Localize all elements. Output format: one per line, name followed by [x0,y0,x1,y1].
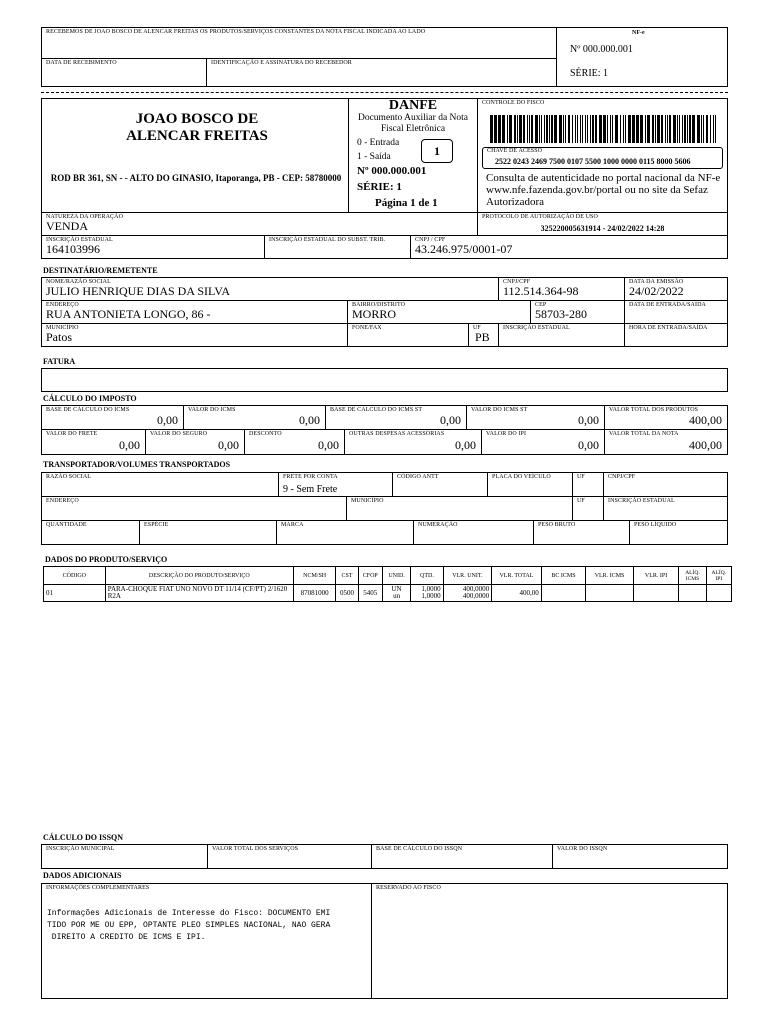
imp-total-nota-box [604,429,728,455]
imp-ipi: 0,00 [578,438,599,452]
item-unit [443,585,492,602]
issqn-base-label: BASE DE CÁLCULO DO ISSQN [376,846,463,852]
transp-municipio-label: MUNICÍPIO [351,498,384,504]
dest-municipio-box [41,323,348,347]
controle-label: CONTROLE DO FISCO [482,100,545,106]
imp-frete-box [41,429,146,455]
transportador-title: TRANSPORTADOR/VOLUMES TRANSPORTADOS [43,460,231,469]
transp-uf2-label: UF [577,498,585,504]
col-header: QTD. [411,567,443,585]
transp-peso-bruto-box [533,520,630,545]
dest-municipio: Patos [46,330,73,344]
canhoto-identificacao [206,58,557,87]
danfe-box [348,98,478,213]
consulta-text: Consulta de autenticidade no portal nacional da NF-e www.nfe.fazenda.gov.br/portal ou no site da Sefaz Autorizadora [486,172,721,208]
transp-marca-box [276,520,414,545]
canhoto-data-recebimento [41,58,207,87]
dest-hora-label: HORA DE ENTRADA/SAÍDA [629,325,708,331]
reservado-fisco-box [371,883,728,999]
dest-endereco-box [41,300,348,324]
produtos-title: DADOS DO PRODUTO/SERVIÇO [45,555,168,564]
fatura-box [41,368,728,392]
imp-ipi-label: VALOR DO IPI [486,431,527,437]
imp-valor-st-box [466,405,605,430]
imp-total-nota: 400,00 [689,438,722,452]
col-header: VLR. ICMS [586,567,634,585]
item-bc-icms [541,585,586,602]
imp-seguro-label: VALOR DO SEGURO [150,431,208,437]
imp-base-st-box [325,405,467,430]
info-complementares-text [47,908,330,944]
dest-cep: 58703-280 [535,307,587,321]
canhoto-data-label: DATA DE RECEBIMENTO [46,60,117,66]
item-total: 400,00 [492,585,542,602]
danfe-tipo: 1 [434,144,440,158]
item-qtd [411,585,443,602]
transp-ie-box [603,496,728,521]
protocolo-value: 325220005631914 - 24/02/2022 14:28 [540,224,665,233]
imp-desconto: 0,00 [318,438,339,452]
transp-numeracao-box [413,520,534,545]
imp-base-st-label: BASE DE CÁLCULO DO ICMS ST [330,407,423,413]
chave-label: CHAVE DE ACESSO [487,148,543,154]
col-header: VLR. TOTAL [492,567,542,585]
issqn-im-label: INSCRIÇÃO MUNICIPAL [46,846,115,852]
issqn-total-box [207,844,372,869]
item-aliq-ipi [706,585,731,602]
item-aliq-icms [679,585,706,602]
canhoto-identificacao-label: IDENTIFICAÇÃO E ASSINATURA DO RECEBEDOR [211,60,352,66]
dest-ie-label: INSCRIÇÃO ESTADUAL [503,325,570,331]
imp-valor-st: 0,00 [578,413,599,427]
item-unit-2: 400,0000 [462,592,490,600]
item-vlr-ipi [633,585,679,602]
col-header: CST [336,567,358,585]
imp-total-produtos-label: VALOR TOTAL DOS PRODUTOS [609,407,699,413]
imp-desconto-box [244,429,345,455]
imp-seguro: 0,00 [218,438,239,452]
emitente-nome: JOAO BOSCO DE ALENCAR FREITAS [126,111,268,144]
dest-hora-box [624,323,728,347]
info-complementares-label: INFORMAÇÕES COMPLEMENTARES [46,885,150,891]
dest-endereco-label: ENDEREÇO [46,302,79,308]
canhoto-nfe-box [556,27,728,87]
transp-endereco-box [41,496,347,521]
transp-uf-label: UF [577,474,585,480]
dest-fone-box [347,323,469,347]
fatura-title: FATURA [43,357,76,366]
dest-bairro-label: BAIRRO/DISTRITO [352,302,406,308]
cnpj-label: CNPJ / CPF [415,237,446,243]
imp-outras: 0,00 [455,438,476,452]
col-header: ALÍQ. ICMS [679,567,706,585]
chave-box [482,147,723,169]
dest-cep-label: CEP [535,302,547,308]
products-header-row [44,567,732,585]
item-qtd-1: 1,0000 [421,585,441,593]
dest-ie-box [498,323,625,347]
transp-placa-label: PLACA DO VEÍCULO [492,474,551,480]
transp-razao-label: RAZÃO SOCIAL [46,474,92,480]
col-header: CÓDIGO [44,567,106,585]
transp-especie-label: ESPÉCIE [144,522,169,528]
dest-uf-label: UF [473,325,481,331]
transp-antt-box [392,472,488,497]
item-qtd-2: 1,0000 [421,592,441,600]
iest-box [264,235,411,259]
canhoto-recebemos-text: RECEBEMOS DE JOAO BOSCO DE ALENCAR FREITAS OS PRODUTOS/SERVIÇOS CONSTANTES DA NOTA FISCAL INDICADA AO LADO [46,29,426,35]
col-header: DESCRIÇÃO DO PRODUTO/SERVIÇO [105,567,293,585]
transp-frete: 9 - Sem Frete [283,484,338,495]
dest-nome: JULIO HENRIQUE DIAS DA SILVA [46,284,231,298]
issqn-valor-box [552,844,728,869]
dest-cnpj-box [498,277,625,301]
imp-valor-icms-box [183,405,326,430]
item-codigo: 01 [44,585,106,602]
transp-placa-box [487,472,573,497]
imposto-title: CÁLCULO DO IMPOSTO [43,394,137,403]
imp-outras-label: OUTRAS DESPESAS ACESSÓRIAS [349,431,445,437]
table-row [44,585,732,602]
iest-label: INSCRIÇÃO ESTADUAL DO SUBST. TRIB. [269,237,386,243]
danfe-saida: 1 - Saída [357,152,391,162]
products-table [43,566,732,602]
transp-razao-box [41,472,279,497]
canhoto-recebemos [41,27,557,59]
ie-label: INSCRIÇÃO ESTADUAL [46,237,113,243]
dest-cep-box [530,300,625,324]
info-line-1: Informações Adicionais de Interesse do Fisco: DOCUMENTO EMI [47,909,331,918]
imp-total-nota-label: VALOR TOTAL DA NOTA [609,431,679,437]
transp-uf2-box [572,496,604,521]
imp-base-icms-label: BASE DE CÁLCULO DO ICMS [46,407,130,413]
dest-nome-box [41,277,499,301]
natureza-box [41,212,478,236]
info-line-2: TIDO POR ME OU EPP, OPTANTE PLEO SIMPLES NACIONAL, NAO GERA [47,921,331,930]
canhoto-nfe-label: NF-e [632,30,645,36]
dest-nome-label: NOME/RAZÃO SOCIAL [46,279,111,285]
transp-uf-box [572,472,604,497]
transp-quantidade-label: QUANTIDADE [46,522,87,528]
canhoto-serie: SÉRIE: 1 [570,68,609,79]
col-header: CFOP [358,567,382,585]
imp-ipi-box [481,429,605,455]
transp-frete-label: FRETE POR CONTA [283,474,338,480]
imp-seguro-box [145,429,245,455]
col-header: VLR. IPI [633,567,679,585]
imp-valor-icms-label: VALOR DO ICMS [188,407,236,413]
destinatario-title: DESTINATÁRIO/REMETENTE [43,266,158,275]
dest-municipio-label: MUNICÍPIO [46,325,79,331]
transp-cnpj-box [603,472,728,497]
protocolo-box [477,212,728,236]
danfe-title: DANFE [388,98,438,113]
dest-emissao-box [624,277,728,301]
transp-peso-liquido-box [629,520,728,545]
dest-bairro-box [347,300,531,324]
dest-uf-box [468,323,499,347]
emitente-endereco: ROD BR 361, SN - - ALTO DO GINASIO, Itaporanga, PB - CEP: 58780000 [50,173,342,183]
item-unid-2: un [393,592,401,600]
dest-cnpj: 112.514.364-98 [503,284,579,298]
imp-base-st: 0,00 [440,413,461,427]
barcode-image [490,115,716,143]
dest-uf: PB [475,330,490,344]
chave-acesso: 2522 0243 2469 7500 0107 5500 1000 0000 0115 8000 5606 [495,157,691,166]
dest-entrada-saida-label: DATA DE ENTRADA/SAÍDA [629,302,706,308]
dest-emissao-label: DATA DA EMISSÃO [629,279,684,285]
imp-frete: 0,00 [119,438,140,452]
dest-entrada-saida-box [624,300,728,324]
issqn-base-box [371,844,553,869]
col-header: VLR. UNIT. [443,567,492,585]
imp-base-icms-box [41,405,184,430]
col-header: UNID. [382,567,410,585]
danfe-entrada: 0 - Entrada [357,138,400,148]
item-cst: 0500 [336,585,358,602]
transp-municipio-box [346,496,573,521]
canhoto-numero: Nº 000.000.001 [570,44,633,55]
transp-cnpj-label: CNPJ/CPF [608,474,636,480]
transp-numeracao-label: NUMERAÇÃO [418,522,458,528]
item-cfop: 5405 [358,585,382,602]
imp-valor-icms: 0,00 [299,413,320,427]
transp-peso-liquido-label: PESO LÍQUIDO [634,522,677,528]
item-vlr-icms [586,585,634,602]
imp-total-produtos-box [604,405,728,430]
danfe-tipo-box [421,139,453,163]
cnpj-value: 43.246.975/0001-07 [415,242,513,256]
dest-cnpj-label: CNPJ/CPF [503,279,531,285]
col-header: BC ICMS [541,567,586,585]
reservado-fisco-label: RESERVADO AO FISCO [376,885,441,891]
ie-box [41,235,265,259]
transp-especie-box [139,520,277,545]
dest-endereco: RUA ANTONIETA LONGO, 86 - [46,307,211,321]
imp-total-produtos: 400,00 [689,413,722,427]
issqn-valor-label: VALOR DO ISSQN [557,846,608,852]
transp-quantidade-box [41,520,140,545]
dest-emissao: 24/02/2022 [629,284,684,298]
dest-bairro: MORRO [352,307,397,321]
imp-outras-box [344,429,482,455]
danfe-pagina: Página 1 de 1 [375,197,438,209]
adicionais-title: DADOS ADICIONAIS [43,871,122,880]
issqn-title: CÁLCULO DO ISSQN [43,833,124,842]
cnpj-box [410,235,728,259]
natureza-label: NATUREZA DA OPERAÇÃO [46,214,124,220]
natureza-value: VENDA [46,219,88,233]
info-line-3: DIREITO A CREDITO DE ICMS E IPI. [47,933,206,942]
issqn-total-label: VALOR TOTAL DOS SERVIÇOS [212,846,299,852]
item-unid-1: UN [391,585,402,593]
col-header: NCM/SH [293,567,335,585]
ie-value: 164103996 [46,242,100,256]
info-complementares-box [41,883,372,999]
transp-ie-label: INSCRIÇÃO ESTADUAL [608,498,675,504]
col-header: ALÍQ. IPI [706,567,731,585]
item-unit-1: 400,0000 [462,585,490,593]
imp-frete-label: VALOR DO FRETE [46,431,98,437]
danfe-subtitle: Documento Auxiliar da Nota Fiscal Eletrônica [357,113,468,134]
imp-desconto-label: DESCONTO [249,431,282,437]
controle-box [477,98,728,213]
item-descricao: PARA-CHOQUE FIAT UNO NOVO DT 11/14 (CF/PT) 2/1620 R2A [105,585,293,602]
transp-endereco-label: ENDEREÇO [46,498,79,504]
item-ncm: 87081000 [293,585,335,602]
emitente-box [41,98,349,213]
protocolo-label: PROTOCOLO DE AUTORIZAÇÃO DE USO [482,214,598,220]
transp-frete-box [278,472,393,497]
dest-fone-label: FONE/FAX [352,325,382,331]
transp-marca-label: MARCA [281,522,304,528]
transp-peso-bruto-label: PESO BRUTO [538,522,576,528]
imp-base-icms: 0,00 [157,413,178,427]
danfe-serie: SÉRIE: 1 [357,181,402,193]
imp-valor-st-label: VALOR DO ICMS ST [471,407,528,413]
issqn-im-box [41,844,208,869]
cut-line [41,92,728,93]
transp-antt-label: CÓDIGO ANTT [397,474,439,480]
item-unid [382,585,410,602]
danfe-numero: Nº 000.000.001 [357,165,427,177]
